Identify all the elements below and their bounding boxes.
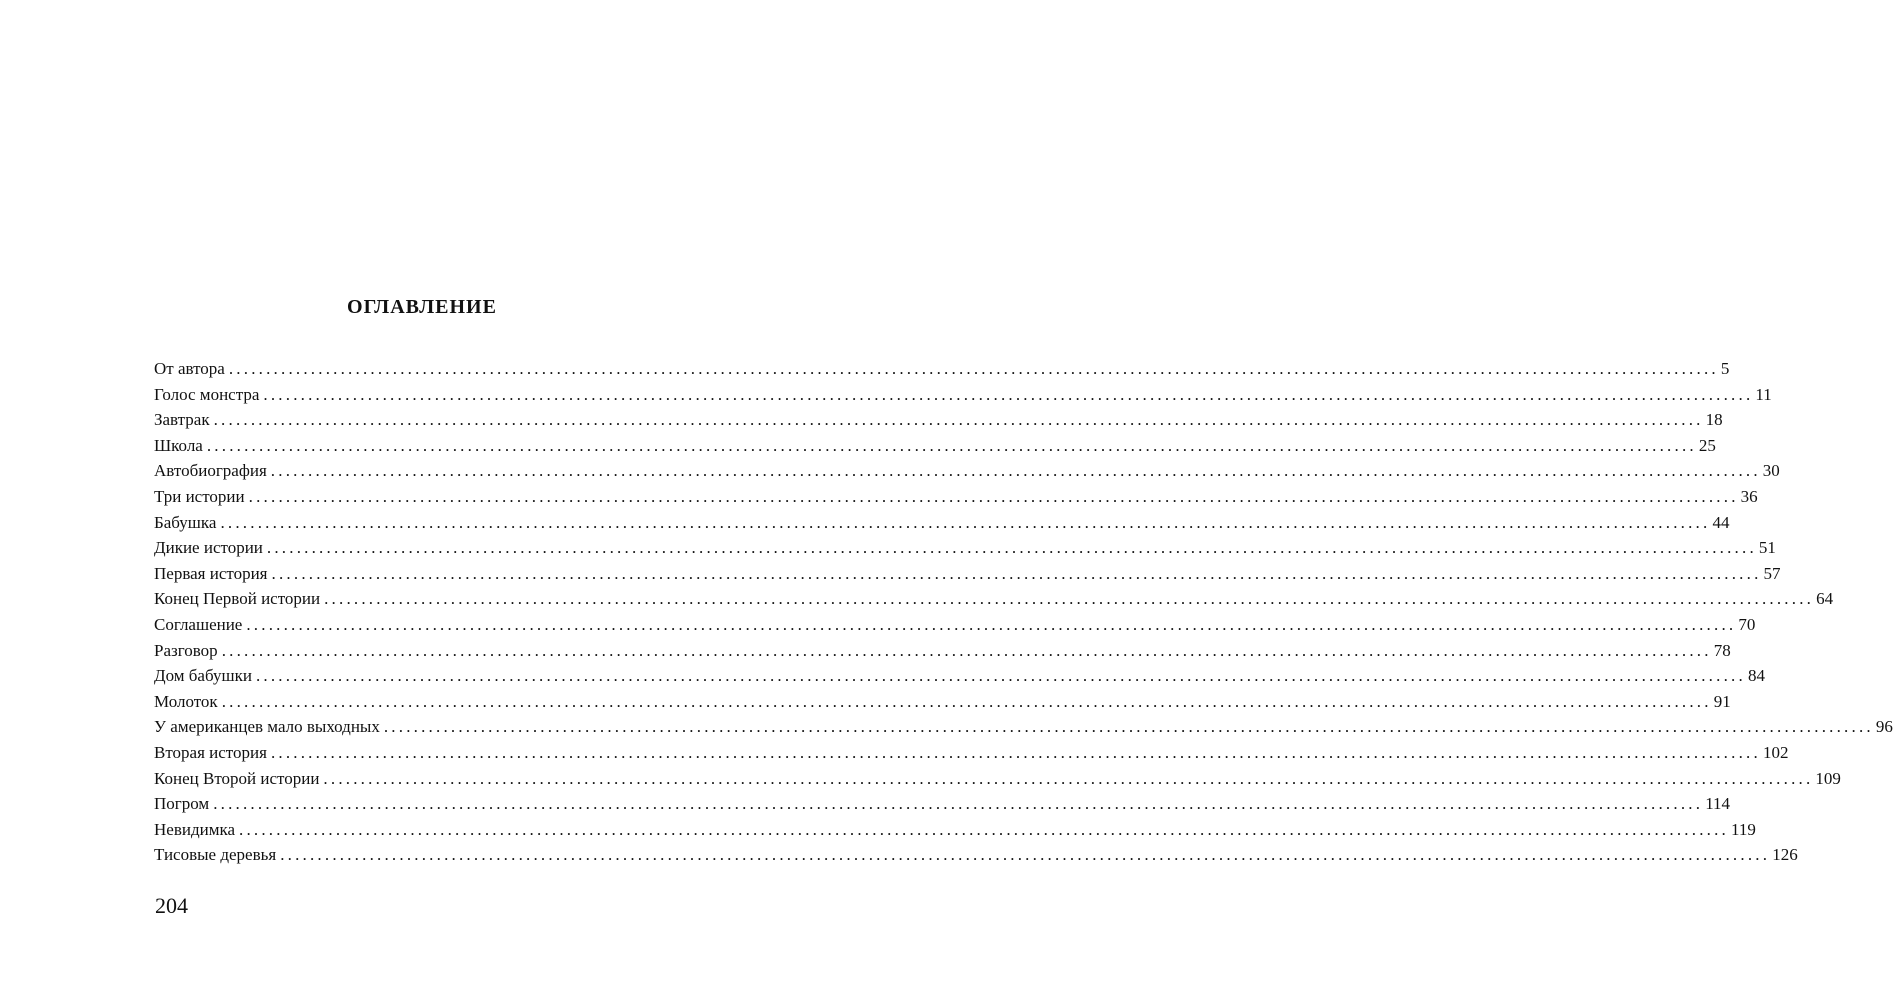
dot-leader: ........................................................................................................................................................................................................	[324, 589, 1815, 609]
toc-title: ОГЛАВЛЕНИЕ	[347, 296, 497, 318]
toc-entry	[154, 510, 1730, 536]
toc-entry	[154, 638, 1731, 664]
dot-leader: ........................................................................................................................................................................................................	[206, 435, 1697, 455]
toc-entry-title: Невидимка	[154, 819, 235, 839]
toc-entry-page: 96	[1875, 717, 1893, 737]
toc-entry	[154, 484, 1758, 510]
toc-entry-title: Дом бабушки	[154, 666, 252, 686]
toc-entry-page: 114	[1705, 794, 1731, 814]
dot-leader: ........................................................................................................................................................................................................	[266, 538, 1757, 558]
page-number: 204	[155, 893, 188, 918]
toc-entry	[154, 433, 1716, 459]
toc-entry-page: 18	[1705, 410, 1723, 430]
dot-leader: ........................................................................................................................................................................................................	[280, 845, 1771, 865]
toc-entry-page: 102	[1762, 742, 1789, 762]
toc-entry	[154, 612, 1756, 638]
dot-leader: ........................................................................................................................................................................................................	[246, 614, 1737, 634]
toc-entry-page: 25	[1698, 435, 1716, 455]
toc-entry-title: Вторая история	[154, 742, 267, 762]
toc-entry-page: 51	[1758, 538, 1776, 558]
toc-entry-title: Голос монстра	[154, 384, 260, 404]
dot-leader: ........................................................................................................................................................................................................	[383, 717, 1874, 737]
toc-entry-title: Молоток	[154, 691, 218, 711]
toc-entry-page: 84	[1747, 666, 1765, 686]
toc-entry	[154, 586, 1834, 612]
toc-entry-title: У американцев мало выходных	[154, 717, 380, 737]
toc-entry-page: 30	[1762, 461, 1780, 481]
toc-entry	[154, 714, 1893, 740]
toc-entry-page: 11	[1755, 384, 1772, 404]
toc-entry-page: 119	[1731, 819, 1756, 839]
toc-entry-title: Конец Второй истории	[154, 768, 320, 788]
toc-entry-page: 44	[1712, 512, 1730, 532]
toc-entry-page: 57	[1763, 563, 1781, 583]
toc-entry-title: Соглашение	[154, 614, 243, 634]
dot-leader: ........................................................................................................................................................................................................	[255, 666, 1746, 686]
toc-entry-title: Школа	[154, 435, 203, 455]
dot-leader: ........................................................................................................................................................................................................	[263, 384, 1754, 404]
toc-entry	[154, 766, 1841, 792]
toc-entry-page: 36	[1740, 486, 1758, 506]
toc-entry-page: 64	[1816, 589, 1834, 609]
toc-entry-page: 70	[1738, 614, 1756, 634]
toc-entry	[154, 407, 1723, 433]
toc-entry	[154, 356, 1730, 382]
toc-entry-title: Погром	[154, 794, 210, 814]
dot-leader: ........................................................................................................................................................................................................	[239, 819, 1729, 839]
toc-entry-title: Бабушка	[154, 512, 217, 532]
toc-entry-title: Автобиография	[154, 461, 267, 481]
toc-entry-page: 109	[1815, 768, 1841, 788]
dot-leader: ........................................................................................................................................................................................................	[323, 768, 1814, 788]
dot-leader: ........................................................................................................................................................................................................	[221, 691, 1712, 711]
toc-entry-title: Тисовые деревья	[154, 845, 277, 865]
toc-entry	[154, 663, 1765, 689]
toc-entry	[154, 561, 1781, 587]
toc-entry	[154, 842, 1798, 868]
toc-entry	[154, 458, 1780, 484]
toc-entry-title: Первая история	[154, 563, 268, 583]
dot-leader: ........................................................................................................................................................................................................	[270, 461, 1761, 481]
toc-entry-title: От автора	[154, 359, 225, 378]
toc-entry-title: Дикие истории	[154, 538, 263, 558]
dot-leader: ........................................................................................................................................................................................................	[228, 359, 1719, 378]
toc-entry-title: Конец Первой истории	[154, 589, 321, 609]
dot-leader: ........................................................................................................................................................................................................	[213, 794, 1704, 814]
toc-entry-title: Завтрак	[154, 410, 210, 430]
toc-entry	[154, 817, 1756, 843]
dot-leader: ........................................................................................................................................................................................................	[270, 742, 1761, 762]
toc-entry-title: Три истории	[154, 486, 245, 506]
dot-leader: ........................................................................................................................................................................................................	[220, 512, 1711, 532]
dot-leader: ........................................................................................................................................................................................................	[221, 640, 1712, 660]
toc-entry	[154, 740, 1789, 766]
toc-entry-title: Разговор	[154, 640, 218, 660]
dot-leader: ........................................................................................................................................................................................................	[248, 486, 1739, 506]
toc-entry	[154, 689, 1731, 715]
toc-entry-page: 91	[1713, 691, 1731, 711]
toc-list	[154, 356, 1893, 868]
toc-entry-page: 126	[1772, 845, 1798, 865]
dot-leader: ........................................................................................................................................................................................................	[213, 410, 1704, 430]
toc-entry-page: 78	[1713, 640, 1731, 660]
toc-entry	[154, 382, 1772, 408]
dot-leader: ........................................................................................................................................................................................................	[271, 563, 1762, 583]
toc-entry-page: 5	[1720, 359, 1730, 378]
toc-entry	[154, 791, 1731, 817]
toc-entry	[154, 535, 1776, 561]
